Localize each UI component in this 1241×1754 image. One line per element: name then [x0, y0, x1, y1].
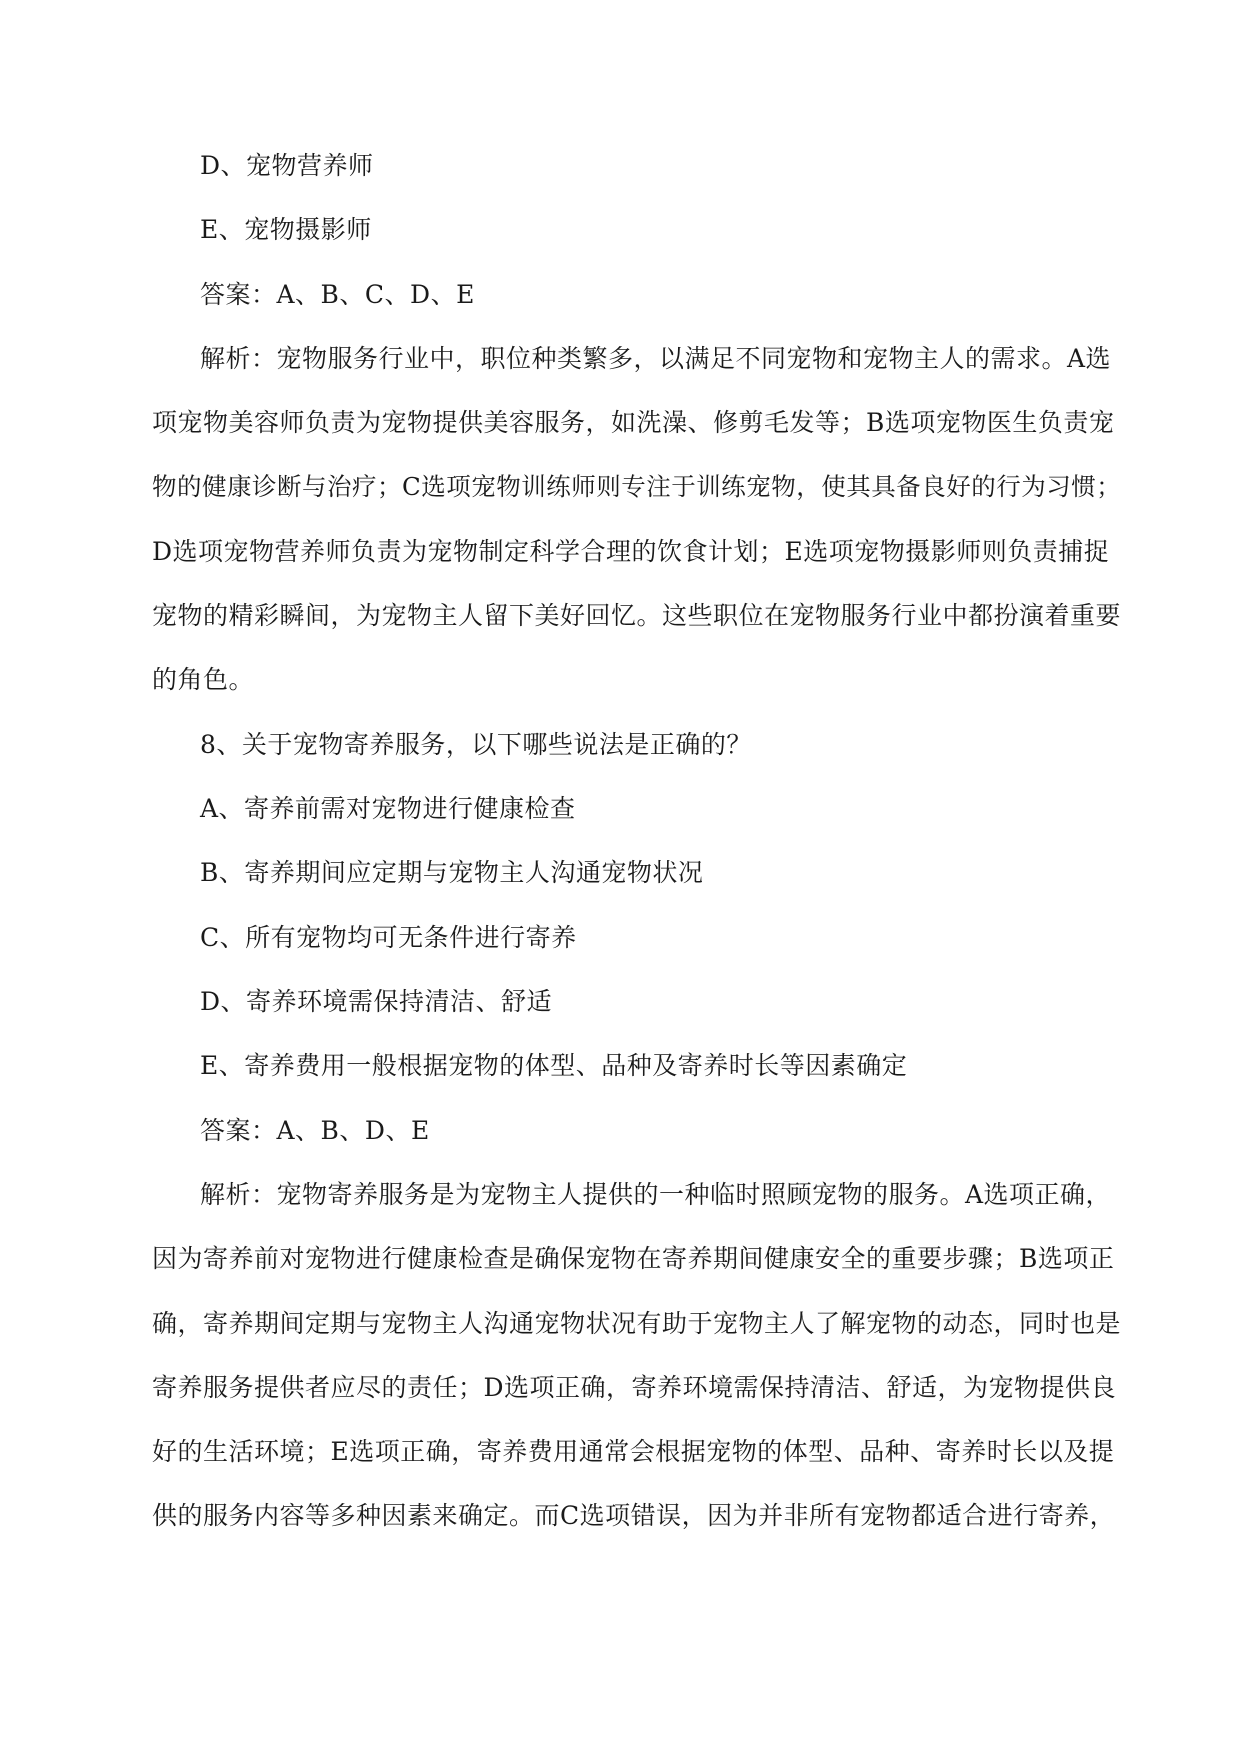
q8-option-e: E、寄养费用一般根据宠物的体型、品种及寄养时长等因素确定 [200, 1051, 908, 1080]
q8-option-a: A、寄养前需对宠物进行健康检查 [200, 794, 576, 823]
analysis-prev-line-5: 宠物的精彩瞬间，为宠物主人留下美好回忆。这些职位在宠物服务行业中都扮演着重要 [152, 601, 1122, 630]
q8-option-d: D、寄养环境需保持清洁、舒适 [200, 987, 553, 1016]
analysis-prev-line-1: 解析：宠物服务行业中，职位种类繁多，以满足不同宠物和宠物主人的需求。A选 [200, 344, 1112, 373]
analysis-prev-line-6: 的角色。 [152, 665, 255, 694]
q8-analysis-line-5: 好的生活环境；E选项正确，寄养费用通常会根据宠物的体型、品种、寄养时长以及提 [152, 1437, 1115, 1466]
q8-analysis-line-3: 确，寄养期间定期与宠物主人沟通宠物状况有助于宠物主人了解宠物的动态，同时也是 [152, 1309, 1122, 1338]
q8-option-c: C、所有宠物均可无条件进行寄养 [200, 923, 577, 952]
option-d-prev: D、宠物营养师 [200, 151, 374, 180]
answer-prev: 答案：A、B、C、D、E [200, 280, 475, 309]
question-8: 8、关于宠物寄养服务，以下哪些说法是正确的？ [200, 730, 752, 759]
q8-analysis-line-2: 因为寄养前对宠物进行健康检查是确保宠物在寄养期间健康安全的重要步骤；B选项正 [152, 1244, 1115, 1273]
analysis-prev-line-2: 项宠物美容师负责为宠物提供美容服务，如洗澡、修剪毛发等；B选项宠物医生负责宠 [152, 408, 1115, 437]
analysis-prev-line-3: 物的健康诊断与治疗；C选项宠物训练师则专注于训练宠物，使其具备良好的行为习惯； [152, 472, 1122, 501]
q8-answer: 答案：A、B、D、E [200, 1116, 430, 1145]
option-e-prev: E、宠物摄影师 [200, 215, 372, 244]
q8-analysis-line-6: 供的服务内容等多种因素来确定。而C选项错误，因为并非所有宠物都适合进行寄养， [152, 1501, 1116, 1530]
q8-analysis-line-1: 解析：宠物寄养服务是为宠物主人提供的一种临时照顾宠物的服务。A选项正确， [200, 1180, 1112, 1209]
q8-analysis-line-4: 寄养服务提供者应尽的责任；D选项正确，寄养环境需保持清洁、舒适，为宠物提供良 [152, 1373, 1117, 1402]
q8-option-b: B、寄养期间应定期与宠物主人沟通宠物状况 [200, 858, 704, 887]
analysis-prev-line-4: D选项宠物营养师负责为宠物制定科学合理的饮食计划；E选项宠物摄影师则负责捕捉 [152, 537, 1110, 566]
